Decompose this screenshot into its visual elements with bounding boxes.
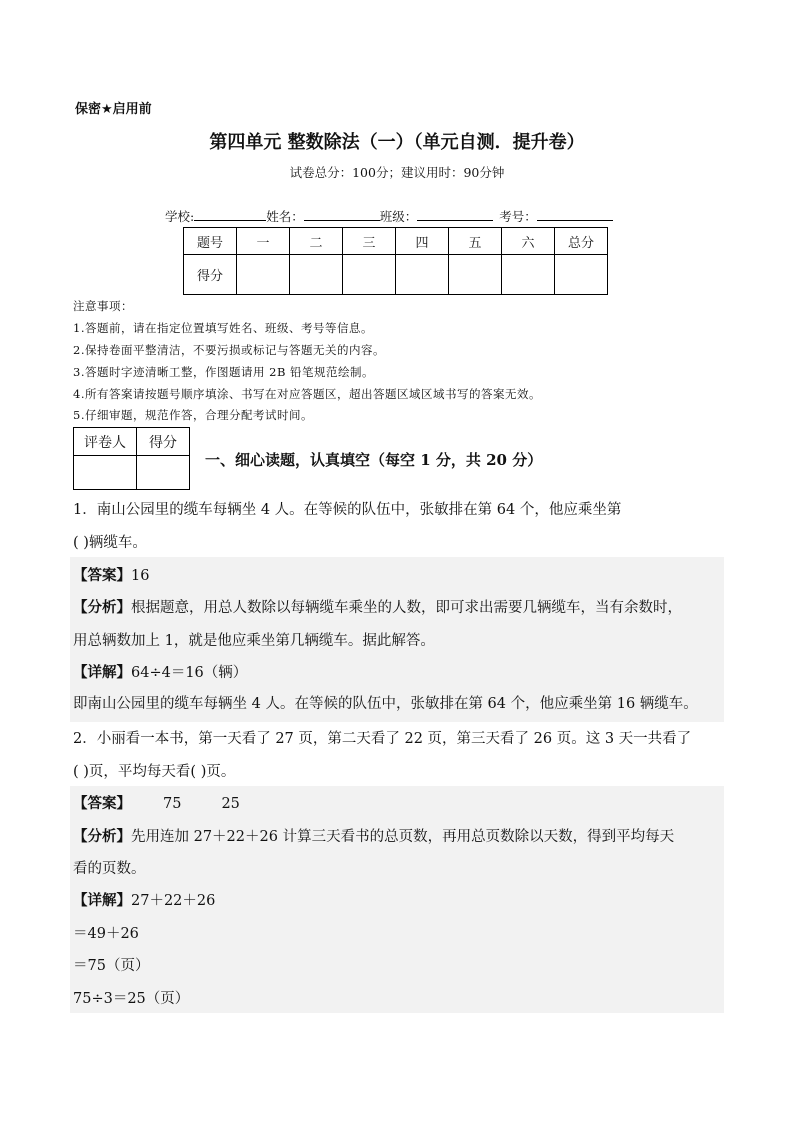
answer-value-2: 25 <box>221 796 240 812</box>
q2-detail-1 <box>73 889 215 910</box>
score-cell[interactable] <box>343 255 396 295</box>
q2-analysis-1 <box>73 825 674 846</box>
q2-detail-2: ＝49＋26 <box>73 926 139 942</box>
notice-item: 1.答题前，请在指定位置填写姓名、班级、考号等信息。 <box>73 321 373 335</box>
question-1-line-1: 1．南山公园里的缆车每辆坐 4 人。在等候的队伍中，张敏排在第 64 个，他应乘坐第 <box>73 502 622 518</box>
score-cell[interactable] <box>396 255 449 295</box>
score-header-cell: 四 <box>396 228 449 255</box>
notice-item: 4.所有答案请按题号顺序填涂、书写在对应答题区，超出答题区域区域书写的答案无效。 <box>73 387 541 401</box>
exam-no-label: 考号： <box>499 209 537 224</box>
q2-detail-3: ＝75（页） <box>73 958 150 974</box>
q2-answer <box>73 792 240 813</box>
q2-detail-4: 75÷3＝25（页） <box>73 991 190 1007</box>
analysis-tag: 【分析】 <box>73 599 131 616</box>
analysis-tag: 【分析】 <box>73 828 131 845</box>
name-label: 姓名： <box>266 209 304 224</box>
notice-item: 2.保持卷面平整清洁，不要污损或标记与答题无关的内容。 <box>73 343 385 357</box>
exam-title: 第四单元 整数除法（一）（单元自测．提升卷） <box>209 132 585 153</box>
grader-score-cell[interactable] <box>137 456 190 490</box>
detail-text: 27＋22＋26 <box>131 893 216 909</box>
score-header-cell: 一 <box>237 228 290 255</box>
q2-analysis-2: 看的页数。 <box>73 861 146 877</box>
grader-score-label: 得分 <box>137 428 190 456</box>
score-header-cell: 五 <box>449 228 502 255</box>
grader-label: 评卷人 <box>74 428 137 456</box>
detail-tag: 【详解】 <box>73 892 131 909</box>
score-cell[interactable] <box>290 255 343 295</box>
grader-table <box>73 427 190 490</box>
class-field[interactable] <box>417 207 493 221</box>
score-cell[interactable] <box>237 255 290 295</box>
q1-analysis-1 <box>73 596 682 617</box>
score-row-label: 得分 <box>184 255 237 295</box>
detail-tag: 【详解】 <box>73 664 131 681</box>
answer-value: 16 <box>131 568 150 584</box>
school-field[interactable] <box>194 207 266 221</box>
score-header-cell: 三 <box>343 228 396 255</box>
q1-detail-1 <box>73 661 247 682</box>
score-cell[interactable] <box>555 255 608 295</box>
question-2-line-1: 2．小丽看一本书，第一天看了 27 页，第二天看了 22 页，第三天看了 26 页。这 3 天一共看了 <box>73 731 692 747</box>
exam-subtitle: 试卷总分：100分；建议用时：90分钟 <box>289 165 505 180</box>
score-cell[interactable] <box>502 255 555 295</box>
grader-name-cell[interactable] <box>74 456 137 490</box>
score-cell[interactable] <box>449 255 502 295</box>
student-info-line <box>165 207 613 225</box>
notice-item: 5.仔细审题，规范作答，合理分配考试时间。 <box>73 408 313 422</box>
answer-tag: 【答案】 <box>73 567 131 584</box>
q1-detail-2: 即南山公园里的缆车每辆坐 4 人。在等候的队伍中，张敏排在第 64 个，他应乘坐第 16 辆缆车。 <box>73 696 698 712</box>
score-table-score-row <box>184 255 608 295</box>
class-label: 班级： <box>379 209 418 224</box>
exam-no-field[interactable] <box>537 207 613 221</box>
score-table <box>183 227 608 295</box>
detail-text: 64÷4＝16（辆） <box>131 665 248 681</box>
name-field[interactable] <box>304 207 380 221</box>
notice-heading: 注意事项： <box>73 299 133 313</box>
score-table-header-row <box>184 228 608 255</box>
section-title: 一、细心读题，认真填空（每空 1 分，共 20 分） <box>205 451 543 469</box>
score-header-cell: 总分 <box>555 228 608 255</box>
school-label: 学校: <box>165 209 195 224</box>
analysis-text: 根据题意，用总人数除以每辆缆车乘坐的人数，即可求出需要几辆缆车，当有余数时， <box>131 600 682 616</box>
analysis-text: 先用连加 27＋22＋26 计算三天看书的总页数，再用总页数除以天数，得到平均每天 <box>131 829 675 845</box>
score-header-cell: 二 <box>290 228 343 255</box>
score-header-cell: 题号 <box>184 228 237 255</box>
q1-analysis-2: 用总辆数加上 1，就是他应乘坐第几辆缆车。据此解答。 <box>73 633 435 649</box>
question-2-line-2: ( )页，平均每天看( )页。 <box>73 764 236 780</box>
q1-answer <box>73 564 149 585</box>
answer-value-1: 75 <box>163 796 182 812</box>
score-header-cell: 六 <box>502 228 555 255</box>
confidential-label: 保密★启用前 <box>75 102 152 117</box>
question-1-line-2: ( )辆缆车。 <box>73 535 147 551</box>
answer-tag: 【答案】 <box>73 795 131 812</box>
notice-item: 3.答题时字迹清晰工整，作图题请用 2B 铅笔规范绘制。 <box>73 365 375 379</box>
